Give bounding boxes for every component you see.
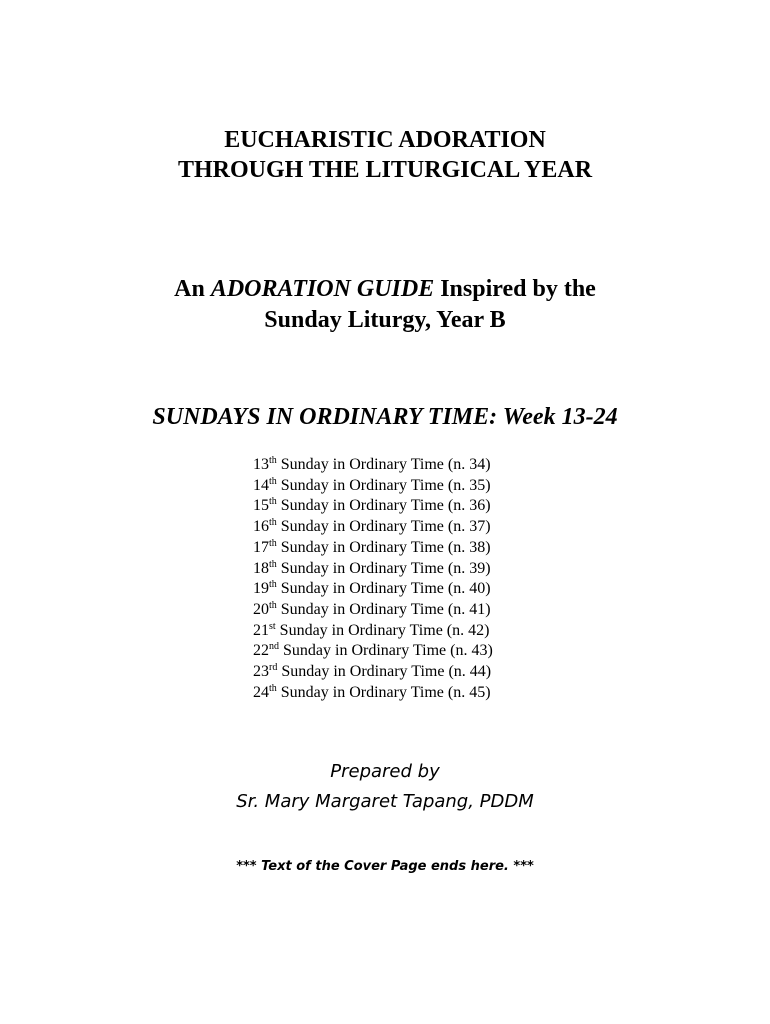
ordinal-suffix: th <box>269 455 277 466</box>
list-item <box>253 538 573 559</box>
sunday-text: Sunday in Ordinary Time (n. 44) <box>277 663 492 681</box>
sunday-number: 21 <box>253 621 269 639</box>
sunday-number: 19 <box>253 580 269 598</box>
subtitle-pre: An <box>174 276 211 302</box>
sunday-text: Sunday in Ordinary Time (n. 45) <box>276 683 491 701</box>
author-name: Sr. Mary Margaret Tapang, PDDM <box>236 791 534 812</box>
sunday-text: Sunday in Ordinary Time (n. 41) <box>276 600 491 618</box>
subtitle-emphasis: ADORATION GUIDE <box>210 276 435 302</box>
subtitle-line-1 <box>0 275 770 303</box>
sunday-text: Sunday in Ordinary Time (n. 37) <box>276 518 491 536</box>
sunday-number: 23 <box>253 663 269 681</box>
list-item <box>253 517 573 538</box>
ordinal-suffix: th <box>269 475 277 487</box>
sunday-text: Sunday in Ordinary Time (n. 35) <box>276 476 491 494</box>
list-item <box>253 662 573 683</box>
sunday-number: 22 <box>253 642 269 660</box>
list-item <box>253 496 573 517</box>
list-item <box>253 579 573 600</box>
ordinal-suffix: th <box>269 599 277 611</box>
ordinal-suffix: st <box>269 620 276 632</box>
ordinal-suffix: th <box>269 558 277 570</box>
ordinal-suffix: nd <box>269 641 279 653</box>
sunday-text: Sunday in Ordinary Time (n. 38) <box>276 538 491 556</box>
sunday-number: 13 <box>253 456 269 473</box>
list-item <box>253 455 573 476</box>
ordinal-suffix: th <box>269 517 277 529</box>
sunday-text: Sunday in Ordinary Time (n. 43) <box>279 642 493 660</box>
subtitle-line-2: Sunday Liturgy, Year B <box>264 307 506 333</box>
sunday-number: 16 <box>253 518 269 536</box>
list-item <box>253 559 573 580</box>
list-item <box>253 476 573 497</box>
list-item <box>253 600 573 621</box>
ordinal-suffix: th <box>269 682 277 694</box>
sunday-list <box>253 455 573 703</box>
sunday-number: 15 <box>253 497 269 515</box>
sunday-number: 14 <box>253 476 269 494</box>
sunday-text: Sunday in Ordinary Time (n. 34) <box>276 456 491 473</box>
sunday-number: 20 <box>253 600 269 618</box>
prepared-by-label: Prepared by <box>330 761 440 782</box>
sunday-number: 18 <box>253 559 269 577</box>
sunday-number: 24 <box>253 683 269 701</box>
ordinal-suffix: th <box>269 496 277 508</box>
subtitle-post: Inspired by the <box>434 276 596 302</box>
list-item <box>253 683 573 704</box>
section-heading: SUNDAYS IN ORDINARY TIME: Week 13-24 <box>152 404 618 430</box>
sunday-text: Sunday in Ordinary Time (n. 42) <box>275 621 490 639</box>
ordinal-suffix: th <box>269 537 277 549</box>
sunday-text: Sunday in Ordinary Time (n. 40) <box>276 580 491 598</box>
ordinal-suffix: th <box>269 579 277 591</box>
list-item <box>253 621 573 642</box>
list-item <box>253 641 573 662</box>
sunday-text: Sunday in Ordinary Time (n. 39) <box>276 559 491 577</box>
sunday-text: Sunday in Ordinary Time (n. 36) <box>276 497 491 515</box>
title-line-2: THROUGH THE LITURGICAL YEAR <box>177 157 593 183</box>
ordinal-suffix: rd <box>269 662 278 674</box>
sunday-number: 17 <box>253 538 269 556</box>
title-line-1: EUCHARISTIC ADORATION <box>224 127 546 153</box>
end-note: *** Text of the Cover Page ends here. *** <box>236 859 534 874</box>
